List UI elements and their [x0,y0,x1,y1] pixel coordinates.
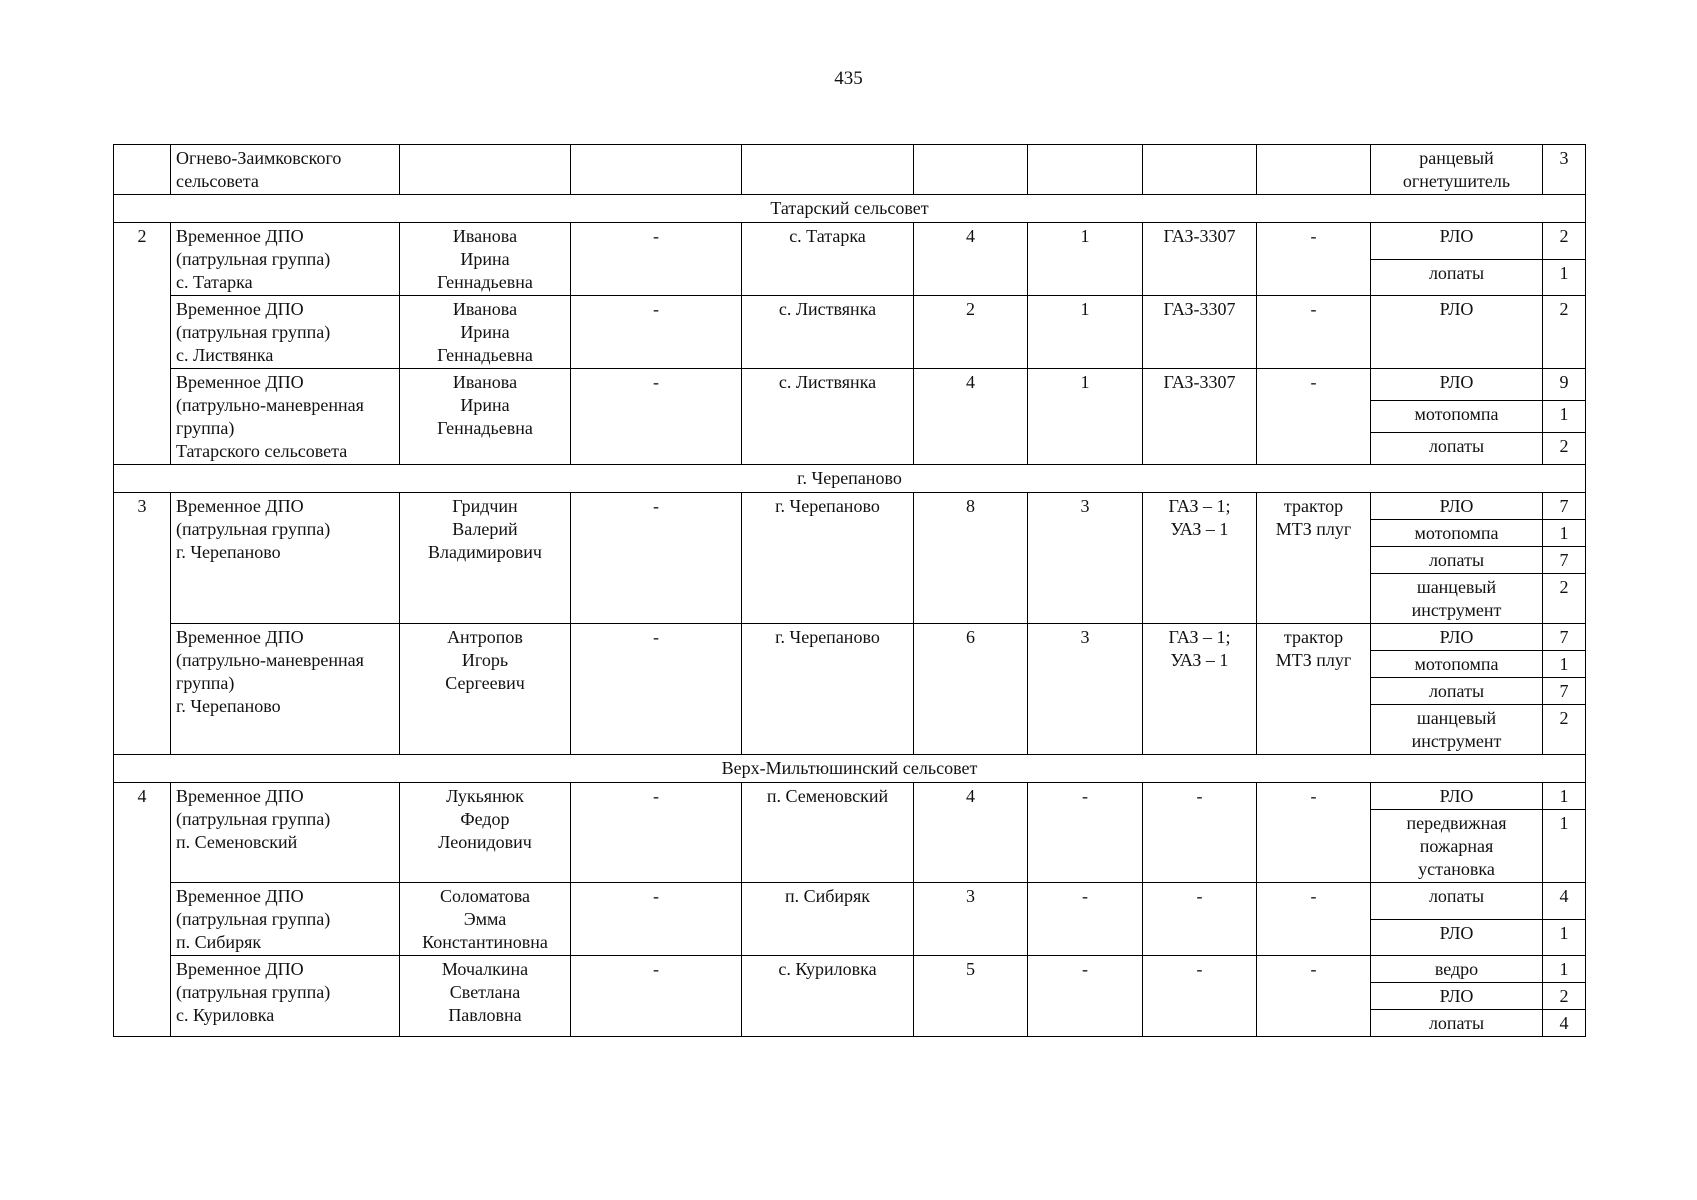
table-row [114,624,1586,651]
cell-col3: - [571,883,742,956]
cell-number: 3 [114,493,171,755]
cell-people: 5 [914,956,1028,1037]
cell-empty [571,145,742,195]
cell-vehicles: - [1028,883,1143,956]
cell-location: п. Семеновский [742,783,914,883]
cell-equipment-qty: 1 [1543,520,1586,547]
cell-equipment-item: РЛО [1371,624,1543,651]
cell-unit-name: Временное ДПО (патрульно-маневренная группа) Татарского сельсовета [171,369,400,465]
cell-vehicle-models: ГАЗ-3307 [1143,223,1257,296]
cell-equipment-item: шанцевый инструмент [1371,705,1543,755]
section-title: Татарский сельсовет [114,195,1586,223]
cell-equipment-item: мотопомпа [1371,520,1543,547]
cell-people: 3 [914,883,1028,956]
cell-equipment-qty: 7 [1543,493,1586,520]
cell-other-tech: трактор МТЗ плуг [1257,493,1371,624]
cell-equipment-item: ранцевый огнетушитель [1371,145,1543,195]
cell-people: 2 [914,296,1028,369]
cell-empty [914,145,1028,195]
cell-location: г. Черепаново [742,493,914,624]
section-title: Верх-Мильтюшинский сельсовет [114,755,1586,783]
cell-unit-name: Временное ДПО (патрульная группа) г. Черепаново [171,493,400,624]
cell-equipment-item: лопаты [1371,259,1543,296]
cell-head-name: Гридчин Валерий Владимирович [400,493,571,624]
cell-head-name: Соломатова Эмма Константиновна [400,883,571,956]
page-number: 435 [834,68,863,89]
cell-unit-name: Временное ДПО (патрульная группа) с. Куриловка [171,956,400,1037]
cell-number [114,145,171,195]
cell-head-name: Лукьянюк Федор Леонидович [400,783,571,883]
cell-equipment-qty: 7 [1543,547,1586,574]
cell-equipment-qty: 7 [1543,678,1586,705]
cell-unit-name: Временное ДПО (патрульная группа) с. Листвянка [171,296,400,369]
cell-equipment-qty: 9 [1543,369,1586,401]
cell-equipment-item: лопаты [1371,883,1543,920]
section-header-row [114,465,1586,493]
cell-head-name: Мочалкина Светлана Павловна [400,956,571,1037]
cell-equipment-qty: 7 [1543,624,1586,651]
cell-people: 4 [914,369,1028,465]
cell-vehicles: 3 [1028,493,1143,624]
cell-equipment-item: РЛО [1371,369,1543,401]
cell-vehicle-models: ГАЗ – 1; УАЗ – 1 [1143,624,1257,755]
section-title: г. Черепаново [114,465,1586,493]
cell-location: с. Листвянка [742,369,914,465]
cell-unit-name: Временное ДПО (патрульно-маневренная группа) г. Черепаново [171,624,400,755]
cell-equipment-qty: 3 [1543,145,1586,195]
cell-equipment-qty: 2 [1543,433,1586,465]
cell-other-tech: - [1257,783,1371,883]
cell-equipment-item: лопаты [1371,678,1543,705]
cell-equipment-qty: 2 [1543,705,1586,755]
cell-col3: - [571,296,742,369]
cell-other-tech: - [1257,956,1371,1037]
cell-equipment-qty: 1 [1543,919,1586,956]
section-header-row [114,195,1586,223]
cell-col3: - [571,624,742,755]
cell-unit-name: Огнево-Заимковского сельсовета [171,145,400,195]
cell-people: 4 [914,783,1028,883]
cell-col3: - [571,783,742,883]
cell-equipment-item: РЛО [1371,223,1543,260]
cell-other-tech: - [1257,883,1371,956]
cell-unit-name: Временное ДПО (патрульная группа) п. Семеновский [171,783,400,883]
cell-equipment-item: РЛО [1371,493,1543,520]
cell-empty [1028,145,1143,195]
cell-empty [400,145,571,195]
cell-col3: - [571,493,742,624]
table-row [114,296,1586,369]
cell-equipment-item: РЛО [1371,783,1543,810]
cell-vehicles: 1 [1028,296,1143,369]
section-header-row [114,755,1586,783]
cell-other-tech: трактор МТЗ плуг [1257,624,1371,755]
table-row [114,956,1586,983]
cell-equipment-qty: 2 [1543,223,1586,260]
table-row [114,369,1586,401]
cell-equipment-item: лопаты [1371,433,1543,465]
table-row [114,493,1586,520]
cell-other-tech: - [1257,296,1371,369]
cell-equipment-qty: 1 [1543,810,1586,883]
cell-equipment-qty: 1 [1543,783,1586,810]
cell-equipment-item: передвижная пожарная установка [1371,810,1543,883]
cell-equipment-qty: 1 [1543,259,1586,296]
cell-equipment-item: мотопомпа [1371,651,1543,678]
cell-empty [742,145,914,195]
cell-equipment-item: лопаты [1371,547,1543,574]
cell-vehicle-models: ГАЗ-3307 [1143,369,1257,465]
cell-location: с. Листвянка [742,296,914,369]
cell-location: с. Татарка [742,223,914,296]
cell-people: 8 [914,493,1028,624]
cell-location: с. Куриловка [742,956,914,1037]
cell-equipment-qty: 1 [1543,401,1586,433]
cell-vehicles: - [1028,783,1143,883]
table-row [114,783,1586,810]
cell-equipment-item: лопаты [1371,1010,1543,1037]
table-row [114,883,1586,920]
cell-head-name: Иванова Ирина Геннадьевна [400,223,571,296]
cell-number: 2 [114,223,171,465]
cell-vehicle-models: - [1143,883,1257,956]
cell-vehicles: 1 [1028,223,1143,296]
cell-location: г. Черепаново [742,624,914,755]
cell-unit-name: Временное ДПО (патрульная группа) п. Сибиряк [171,883,400,956]
cell-head-name: Иванова Ирина Геннадьевна [400,369,571,465]
cell-col3: - [571,956,742,1037]
cell-vehicle-models: ГАЗ-3307 [1143,296,1257,369]
cell-people: 4 [914,223,1028,296]
cell-head-name: Иванова Ирина Геннадьевна [400,296,571,369]
cell-people: 6 [914,624,1028,755]
cell-location: п. Сибиряк [742,883,914,956]
cell-equipment-item: РЛО [1371,983,1543,1010]
cell-equipment-item: РЛО [1371,919,1543,956]
cell-equipment-qty: 1 [1543,956,1586,983]
fire-units-table [113,144,1586,1037]
cell-vehicle-models: - [1143,956,1257,1037]
cell-other-tech: - [1257,369,1371,465]
cell-head-name: Антропов Игорь Сергеевич [400,624,571,755]
cell-other-tech: - [1257,223,1371,296]
cell-vehicle-models: ГАЗ – 1; УАЗ – 1 [1143,493,1257,624]
cell-col3: - [571,223,742,296]
table-row-continuation [114,145,1586,195]
cell-vehicles: 3 [1028,624,1143,755]
cell-number: 4 [114,783,171,1037]
cell-equipment-qty: 4 [1543,1010,1586,1037]
cell-equipment-item: РЛО [1371,296,1543,369]
cell-equipment-qty: 2 [1543,983,1586,1010]
cell-equipment-item: шанцевый инструмент [1371,574,1543,624]
cell-vehicles: 1 [1028,369,1143,465]
table-row [114,223,1586,260]
cell-equipment-qty: 1 [1543,651,1586,678]
cell-equipment-qty: 2 [1543,296,1586,369]
cell-empty [1143,145,1257,195]
cell-unit-name: Временное ДПО (патрульная группа) с. Татарка [171,223,400,296]
cell-equipment-item: ведро [1371,956,1543,983]
cell-vehicles: - [1028,956,1143,1037]
cell-equipment-item: мотопомпа [1371,401,1543,433]
cell-equipment-qty: 2 [1543,574,1586,624]
cell-col3: - [571,369,742,465]
cell-vehicle-models: - [1143,783,1257,883]
cell-empty [1257,145,1371,195]
cell-equipment-qty: 4 [1543,883,1586,920]
